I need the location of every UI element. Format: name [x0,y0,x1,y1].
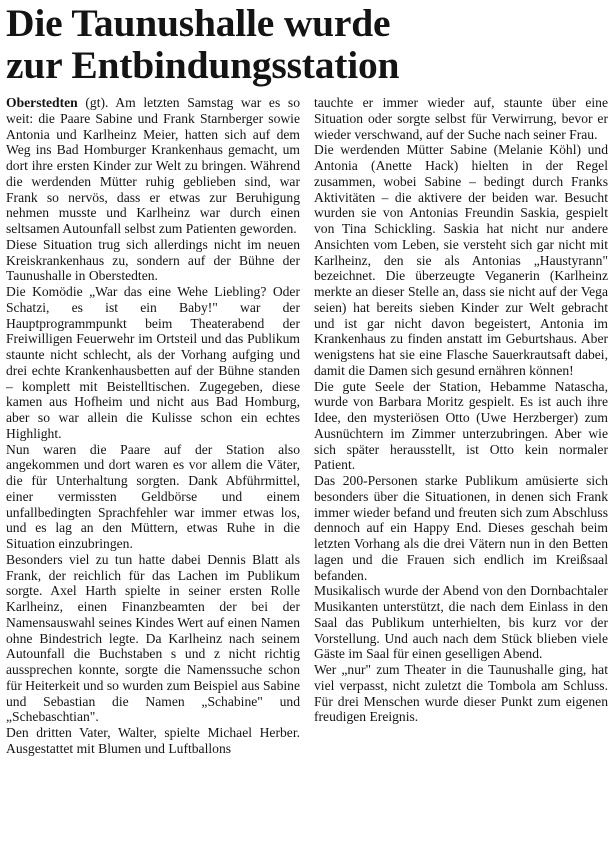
paragraph: Die gute Seele der Station, Hebamme Natascha, wurde von Barbara Moritz gespielt. Es ist auch ihre Idee, den mysteriösen Otto (Uwe Herzberger) zum Ausnüchtern im Zimmer unterzubringen. Aber wie sich später herausstellt, ist Otto kein normaler Patient. [314,378,608,473]
headline-line-1: Die Taunushalle wurde [6,1,391,45]
paragraph: Die werdenden Mütter Sabine (Melanie Köhl) und Antonia (Anette Hack) hielten in der Regel zusammen, wobei Sabine – bedingt durch Franks Aktivitäten – die aktivere der beiden war. Besucht wurden sie von Antonias Freundin Saskia, gespielt von Tina Schickling. Saskia hat nicht nur andere Ansichten vom Leben, sie versteht sich gar nicht mit Karlheinz, den sie als Antonias „Haustyrann" bezeichnet. Die überzeugte Veganerin (Karlheinz merkte an dieser Stelle an, dass sie nicht auf der Vega seien) hat bereits sieben Kinder zur Welt gebracht und ist gar nicht davon begeistert, Antonia im Krankenhaus zu finden anstatt im Geburtshaus. Aber wenigstens hat sie eine Flasche Sauerkrautsaft dabei, damit die Damen sich gesund ernähren können! [314,142,608,378]
dateline: Oberstedten [6,95,78,110]
paragraph: Den dritten Vater, Walter, spielte Michael Herber. Ausgestattet mit Blumen und Luftballons [6,725,300,756]
paragraph: tauchte er immer wieder auf, staunte über eine Situation oder sorgte selbst für Verwirrung, bevor er wieder verschwand, auf der Suche nach seiner Frau. [314,95,608,142]
paragraph: Musikalisch wurde der Abend von den Dornbachtaler Musikanten unterstützt, die nach dem Einlass in den Saal das Publikum unterhielten, bis kurz vor der Vorstellung. Und auch nach dem Stück blieben viele Gäste im Saal für einen geselligen Abend. [314,583,608,662]
paragraph: Wer „nur" zum Theater in die Taunushalle ging, hat viel verpasst, nicht zuletzt die Tombola am Schluss. Für drei Menschen wurde dieser Punkt zum eigenen freudigen Ereignis. [314,662,608,725]
paragraph [6,95,300,237]
paragraph: Besonders viel zu tun hatte dabei Dennis Blatt als Frank, der reichlich für das Lachen im Publikum sorgte. Axel Harth spielte in seiner ersten Rolle Karlheinz, einen Finanzbeamten der bei der Namensauswahl seines Kindes Wert auf einen Namen ohne Bindestrich legte. Da Karlheinz nach seinem Autounfall die Buchstaben s und z nicht richtig aussprechen konnte, sorgte die Namenssuche schon für Heiterkeit und so wurden zum Beispiel aus Sabine und Sebastian die Namen „Schabine" und „Schebaschtian". [6,551,300,725]
paragraph: Die Komödie „War das eine Wehe Liebling? Oder Schatzi, es ist ein Baby!" war der Hauptprogrammpunkt beim Theaterabend der Freiwilligen Feuerwehr im Ortsteil und das Publikum staunte nicht schlecht, als der Vorhang aufging und drei echte Krankenhausbetten auf der Bühne standen – komplett mit Beistelltischen. Zugegeben, diese kamen aus Hofheim und nicht aus Bad Homburg, aber so war allein die Kulisse schon ein echtes Highlight. [6,284,300,441]
paragraph-text: (gt). Am letzten Samstag war es so weit: die Paare Sabine und Frank Starnberger sowie Antonia und Karlheinz Meier, hatten sich auf dem Weg ins Bad Homburger Krankenhaus gemacht, um dort ihre ersten Kinder zur Welt zu bringen. Während die werdenden Mütter ruhig geblieben sind, war Frank so nervös, dass er etwas zur Beruhigung nehmen musste und Karlheinz war durch einen seltsamen Autounfall selbst zum Patienten geworden. [6,95,300,236]
article-headline [6,2,606,86]
column-right [314,95,608,725]
paragraph: Das 200-Personen starke Publikum amüsierte sich besonders über die Situationen, in denen sich Frank immer wieder befand und freuten sich zum Abschluss dennoch auf ein Happy End. Dieses geschah beim letzten Vorhang als die drei Vätern nun in den Betten lagen und die Frauen sich endlich im Kreißsaal befanden. [314,473,608,583]
paragraph: Diese Situation trug sich allerdings nicht im neuen Kreiskrankenhaus zu, sondern auf der Bühne der Taunushalle in Oberstedten. [6,236,300,284]
column-left [6,95,300,757]
headline-line-2: zur Entbindungsstation [6,43,400,87]
paragraph: Nun waren die Paare auf der Station also angekommen und dort waren es vor allem die Väter, die für Unterhaltung sorgten. Dank Abführmittel, einer vermissten Geldbörse und einem unfallbedingten Sprachfehler war immer etwas los, und es lag an den Müttern, etwas Ruhe in die Situation einzubringen. [6,441,300,551]
